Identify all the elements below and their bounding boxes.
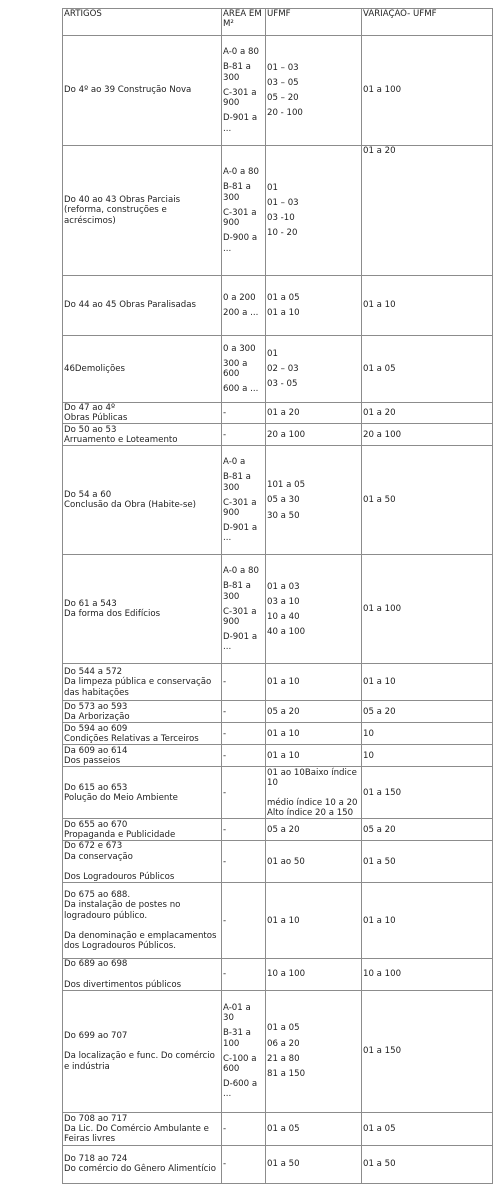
cell-area <box>222 146 266 276</box>
cell-artigo: Do 47 ao 4º Obras Públicas <box>63 403 222 424</box>
ufmf-value: 10 a 100 <box>267 969 306 980</box>
cell-ufmf <box>266 767 362 819</box>
ufmf-value: 01 – 03 <box>267 62 299 73</box>
ufmf-value: 02 – 03 <box>267 363 299 374</box>
cell-variacao: 01 a 50 <box>362 1145 493 1183</box>
area-value: C-301 a 900 <box>223 606 257 627</box>
ufmf-value: 03 – 05 <box>267 77 299 88</box>
ufmf-value: 01 a 10 <box>267 677 300 688</box>
area-value: B-81 a 300 <box>223 581 251 602</box>
cell-variacao: 10 <box>362 745 493 767</box>
cell-variacao: 01 a 150 <box>362 767 493 819</box>
cell-artigo: Do 699 ao 707 Da localização e func. Do comércio e indústria <box>63 990 222 1112</box>
cell-area <box>222 959 266 991</box>
ufmf-value: 21 a 80 <box>267 1053 300 1064</box>
area-value: A-0 a <box>223 457 246 468</box>
area-value: - <box>223 824 227 835</box>
table-row <box>63 723 493 745</box>
table-row <box>63 1112 493 1145</box>
table-row <box>63 959 493 991</box>
cell-artigo: Do 594 ao 609 Condições Relativas a Terceiros <box>63 723 222 745</box>
cell-variacao: 01 a 100 <box>362 36 493 146</box>
cell-artigo: Do 50 ao 53 Arruamento e Loteamento <box>63 424 222 446</box>
cell-variacao: 10 <box>362 723 493 745</box>
area-value: - <box>223 856 227 867</box>
cell-variacao: 01 a 10 <box>362 664 493 701</box>
cell-artigo: Do 675 ao 688. Da instalação de postes no logradouro público. Da denominação e emplacamentos dos Logradouros Públicos. <box>63 883 222 959</box>
cell-artigo: Do 708 ao 717 Da Lic. Do Comércio Ambulante e Feiras livres <box>63 1112 222 1145</box>
cell-area <box>222 745 266 767</box>
area-value: C-301 a 900 <box>223 87 257 109</box>
cell-ufmf <box>266 990 362 1112</box>
cell-variacao: 01 a 10 <box>362 276 493 336</box>
ufmf-value: 05 a 30 <box>267 495 300 506</box>
cell-artigo: Do 54 a 60 Conclusão da Obra (Habite-se) <box>63 446 222 555</box>
cell-area <box>222 424 266 446</box>
cell-artigo: Do 61 a 543 Da forma dos Edifícios <box>63 555 222 664</box>
area-value: C-301 a 900 <box>223 497 257 518</box>
table-row <box>63 276 493 336</box>
area-value: C-301 a 900 <box>223 207 257 229</box>
cell-ufmf <box>266 336 362 403</box>
ufmf-value: 05 a 20 <box>267 706 300 717</box>
table-row <box>63 146 493 276</box>
area-value: C-100 a 600 <box>223 1053 257 1075</box>
ufmf-value: 01 a 50 <box>267 1159 300 1170</box>
ufmf-value: 01 a 10 <box>267 750 300 761</box>
cell-artigo: Do 544 a 572 Da limpeza pública e conservação das habitações <box>63 664 222 701</box>
ufmf-value: 01 ao 10Baixo índice 10 <box>267 767 357 788</box>
table-row <box>63 883 493 959</box>
table-row <box>63 1145 493 1183</box>
ufmf-value: 03 a 10 <box>267 596 300 607</box>
cell-variacao: 01 a 50 <box>362 446 493 555</box>
cell-variacao: 05 a 20 <box>362 819 493 841</box>
area-value: D-900 a ... <box>223 233 258 254</box>
cell-ufmf <box>266 819 362 841</box>
table-row <box>63 336 493 403</box>
area-value: B-81 a 300 <box>223 182 251 203</box>
ufmf-value: 01 a 05 <box>267 292 300 303</box>
cell-ufmf <box>266 664 362 701</box>
header-ufmf: UFMF <box>266 9 362 36</box>
table-row <box>63 446 493 555</box>
table-row <box>63 36 493 146</box>
header-artigos: ARTIGOS <box>63 9 222 36</box>
area-value: - <box>223 706 227 717</box>
cell-artigo: Do 615 ao 653 Polução do Meio Ambiente <box>63 767 222 819</box>
area-value: - <box>223 728 227 739</box>
area-value: 0 a 300 <box>223 343 256 354</box>
cell-ufmf <box>266 146 362 276</box>
cell-ufmf <box>266 841 362 883</box>
cell-artigo: Do 655 ao 670 Propaganda e Publicidade <box>63 819 222 841</box>
ufmf-value: 01 a 20 <box>267 408 300 419</box>
cell-area <box>222 336 266 403</box>
area-value: - <box>223 750 227 761</box>
cell-variacao: 01 a 05 <box>362 336 493 403</box>
area-value: A-0 a 80 <box>223 167 259 178</box>
table-row <box>63 424 493 446</box>
cell-ufmf <box>266 959 362 991</box>
ufmf-value: 40 a 100 <box>267 627 306 638</box>
cell-variacao: 01 a 20 <box>362 403 493 424</box>
cell-artigo: Do 689 ao 698 Dos divertimentos públicos <box>63 959 222 991</box>
area-value: A-01 a 30 <box>223 1003 251 1024</box>
ufmf-value: 01 a 05 <box>267 1023 300 1034</box>
ufmf-value: 01 a 05 <box>267 1123 300 1134</box>
area-value: 0 a 200 <box>223 292 256 303</box>
area-value: - <box>223 1159 227 1170</box>
table-row <box>63 664 493 701</box>
cell-variacao: 01 a 100 <box>362 555 493 664</box>
cell-ufmf <box>266 723 362 745</box>
cell-artigo: Do 718 ao 724 Do comércio do Gênero Alimentício <box>63 1145 222 1183</box>
cell-ufmf <box>266 403 362 424</box>
area-value: D-901 a ... <box>223 523 258 544</box>
ufmf-value: 01 a 10 <box>267 728 300 739</box>
ufmf-value: 03 - 05 <box>267 379 298 390</box>
ufmf-value: 01 <box>267 182 278 193</box>
cell-artigo: Do 573 ao 593 Da Arborização <box>63 701 222 723</box>
area-value: - <box>223 677 227 688</box>
ufmf-value: 10 - 20 <box>267 228 298 239</box>
ufmf-value: 01 a 10 <box>267 915 300 926</box>
ufmf-value: 05 – 20 <box>267 93 299 103</box>
cell-area <box>222 1145 266 1183</box>
area-value: 600 a ... <box>223 384 259 395</box>
area-value: D-901 a ... <box>223 632 258 653</box>
ufmf-value: 101 a 05 <box>267 480 306 491</box>
cell-area <box>222 767 266 819</box>
cell-ufmf <box>266 276 362 336</box>
ufmf-value: médio índice 10 a 20 Alto índice 20 a 150 <box>267 797 358 819</box>
table-row <box>63 403 493 424</box>
header-area: ÁREA EM M² <box>222 9 266 36</box>
cell-area <box>222 664 266 701</box>
table-row <box>63 745 493 767</box>
cell-variacao: 01 a 05 <box>362 1112 493 1145</box>
cell-artigo: Da 609 ao 614 Dos passeios <box>63 745 222 767</box>
cell-area <box>222 841 266 883</box>
table-row <box>63 555 493 664</box>
area-value: - <box>223 1123 227 1134</box>
table-row <box>63 701 493 723</box>
table-row <box>63 819 493 841</box>
cell-variacao: 10 a 100 <box>362 959 493 991</box>
cell-variacao: 01 a 150 <box>362 990 493 1112</box>
ufmf-value: 20 - 100 <box>267 108 303 119</box>
header-variacao: VARIAÇÃO- UFMF <box>362 9 493 36</box>
area-value: - <box>223 429 227 440</box>
area-value: B-31 a 100 <box>223 1028 251 1049</box>
cell-ufmf <box>266 424 362 446</box>
area-value: - <box>223 969 227 980</box>
ufmf-value: 03 -10 <box>267 213 295 223</box>
articles-table <box>62 8 493 1184</box>
cell-area <box>222 701 266 723</box>
ufmf-value: 20 a 100 <box>267 429 306 440</box>
cell-ufmf <box>266 446 362 555</box>
ufmf-value: 30 a 50 <box>267 510 300 521</box>
cell-ufmf <box>266 1112 362 1145</box>
ufmf-value: 01 a 10 <box>267 308 300 318</box>
cell-artigo: 46Demolições <box>63 336 222 403</box>
cell-ufmf <box>266 883 362 959</box>
cell-area <box>222 403 266 424</box>
table-row <box>63 767 493 819</box>
area-value: A-0 a 80 <box>223 566 259 577</box>
area-value: - <box>223 408 227 419</box>
cell-artigo: Do 44 ao 45 Obras Paralisadas <box>63 276 222 336</box>
area-value: D-600 a ... <box>223 1079 258 1100</box>
area-value: B-81 a 300 <box>223 472 251 493</box>
cell-area <box>222 819 266 841</box>
cell-area <box>222 1112 266 1145</box>
area-value: 300 a 600 <box>223 358 248 379</box>
cell-ufmf <box>266 701 362 723</box>
cell-ufmf <box>266 555 362 664</box>
cell-area <box>222 276 266 336</box>
table-row <box>63 841 493 883</box>
cell-area <box>222 446 266 555</box>
cell-artigo: Do 40 ao 43 Obras Parciais (reforma, construções e acréscimos) <box>63 146 222 276</box>
cell-variacao: 01 a 20 <box>362 146 493 276</box>
area-value: 200 a ... <box>223 308 259 318</box>
ufmf-value: 06 a 20 <box>267 1038 300 1049</box>
ufmf-value: 81 a 150 <box>267 1069 306 1080</box>
cell-ufmf <box>266 36 362 146</box>
table-body <box>63 36 493 1184</box>
cell-artigo: Do 672 e 673 Da conservação Dos Logradouros Públicos <box>63 841 222 883</box>
cell-artigo: Do 4º ao 39 Construção Nova <box>63 36 222 146</box>
cell-variacao: 01 a 50 <box>362 841 493 883</box>
cell-area <box>222 36 266 146</box>
ufmf-value: 01 – 03 <box>267 197 299 208</box>
cell-variacao: 20 a 100 <box>362 424 493 446</box>
cell-ufmf <box>266 745 362 767</box>
area-value: A-0 a 80 <box>223 47 259 58</box>
ufmf-value: 01 a 03 <box>267 581 300 592</box>
table-row <box>63 990 493 1112</box>
cell-ufmf <box>266 1145 362 1183</box>
area-value: B-81 a 300 <box>223 62 251 83</box>
cell-area <box>222 723 266 745</box>
ufmf-value: 05 a 20 <box>267 824 300 835</box>
ufmf-value: 01 ao 50 <box>267 856 305 867</box>
area-value: - <box>223 915 227 926</box>
area-value: D-901 a ... <box>223 113 258 134</box>
cell-variacao: 05 a 20 <box>362 701 493 723</box>
cell-variacao: 01 a 10 <box>362 883 493 959</box>
cell-area <box>222 990 266 1112</box>
cell-area <box>222 883 266 959</box>
ufmf-value: 10 a 40 <box>267 611 300 622</box>
header-row <box>63 9 493 36</box>
cell-area <box>222 555 266 664</box>
area-value: - <box>223 787 227 798</box>
ufmf-value: 01 <box>267 348 278 359</box>
